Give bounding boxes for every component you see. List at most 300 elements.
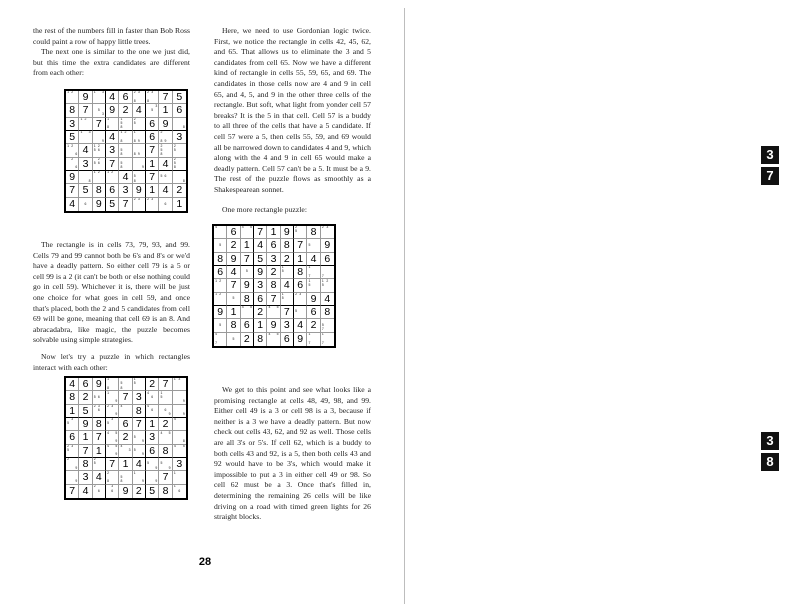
- sudoku-cell[interactable]: [241, 239, 254, 252]
- sudoku-cell[interactable]: [106, 378, 119, 391]
- sudoku-cell[interactable]: [241, 266, 254, 279]
- sudoku-cell[interactable]: [267, 226, 280, 239]
- sudoku-cell[interactable]: [173, 485, 186, 498]
- sudoku-cell[interactable]: [159, 118, 172, 131]
- sudoku-cell[interactable]: [307, 239, 320, 252]
- sudoku-cell[interactable]: [241, 226, 254, 239]
- sudoku-cell[interactable]: [79, 378, 92, 391]
- sudoku-cell[interactable]: [66, 158, 79, 171]
- sudoku-cell[interactable]: [93, 445, 106, 458]
- sudoku-cell[interactable]: [119, 378, 132, 391]
- sudoku-cell[interactable]: [214, 253, 227, 266]
- sudoku-cell[interactable]: [66, 431, 79, 444]
- sudoku-cell[interactable]: [307, 266, 320, 279]
- sudoku-cell[interactable]: [66, 418, 79, 431]
- sudoku-cell[interactable]: [159, 471, 172, 484]
- sudoku-cell[interactable]: [281, 226, 294, 239]
- sudoku-cell[interactable]: [294, 279, 307, 292]
- pencil-mark: [222, 342, 226, 346]
- sudoku-cell[interactable]: [173, 431, 186, 444]
- sudoku-cell[interactable]: [294, 293, 307, 306]
- sudoku-cell[interactable]: [79, 198, 92, 211]
- sudoku-cell-value: 8: [283, 239, 290, 252]
- sudoku-cell[interactable]: [159, 158, 172, 171]
- pencil-mark: 5: [120, 147, 123, 152]
- sudoku-cell[interactable]: [106, 198, 119, 211]
- sudoku-cell-value: 3: [135, 391, 142, 404]
- pencil-mark-group: [146, 104, 158, 116]
- pencil-mark: 1: [281, 265, 284, 270]
- sudoku-cell[interactable]: [254, 279, 267, 292]
- sudoku-cell[interactable]: [66, 471, 79, 484]
- sudoku-cell[interactable]: [79, 458, 92, 471]
- sudoku-cell[interactable]: [133, 471, 146, 484]
- sudoku-cell[interactable]: [146, 378, 159, 391]
- sudoku-cell[interactable]: [119, 418, 132, 431]
- sudoku-cell[interactable]: [133, 445, 146, 458]
- sudoku-cell[interactable]: [79, 405, 92, 418]
- sudoku-cell[interactable]: [106, 158, 119, 171]
- pencil-mark: 8: [133, 151, 136, 156]
- sudoku-cell[interactable]: [173, 391, 186, 404]
- sudoku-cell[interactable]: [281, 239, 294, 252]
- sudoku-cell[interactable]: [321, 279, 334, 292]
- sudoku-cell[interactable]: [79, 131, 92, 144]
- sudoku-cell[interactable]: [79, 118, 92, 131]
- sudoku-cell[interactable]: [159, 418, 172, 431]
- sudoku-cell[interactable]: [173, 445, 186, 458]
- sudoku-cell-value: 7: [135, 418, 142, 431]
- sudoku-cell[interactable]: [307, 226, 320, 239]
- sudoku-cell[interactable]: [214, 279, 227, 292]
- sudoku-cell[interactable]: [241, 319, 254, 332]
- sudoku-cell[interactable]: [119, 458, 132, 471]
- sudoku-cell[interactable]: [214, 226, 227, 239]
- pencil-mark: 1: [93, 170, 96, 175]
- pencil-mark: [302, 234, 306, 238]
- sudoku-cell[interactable]: [93, 431, 106, 444]
- sudoku-cell[interactable]: [79, 184, 92, 197]
- sudoku-cell[interactable]: [106, 144, 119, 157]
- sudoku-cell[interactable]: [267, 279, 280, 292]
- sudoku-cell[interactable]: [79, 445, 92, 458]
- sudoku-cell[interactable]: [294, 306, 307, 319]
- sudoku-cell[interactable]: [79, 391, 92, 404]
- pencil-mark: 9: [141, 438, 144, 443]
- sudoku-cell[interactable]: [119, 158, 132, 171]
- sudoku-cell[interactable]: [79, 485, 92, 498]
- sudoku-cell[interactable]: [146, 144, 159, 157]
- sudoku-cell[interactable]: [294, 319, 307, 332]
- sudoku-cell[interactable]: [106, 91, 119, 104]
- sudoku-cell[interactable]: [133, 131, 146, 144]
- pencil-mark: 5: [168, 431, 171, 435]
- sudoku-cell[interactable]: [267, 239, 280, 252]
- sudoku-cell[interactable]: [281, 279, 294, 292]
- sudoku-cell[interactable]: [119, 198, 132, 211]
- candidate-sudoku-grid-2[interactable]: [212, 224, 336, 348]
- sudoku-cell[interactable]: [79, 91, 92, 104]
- sudoku-cell[interactable]: [281, 319, 294, 332]
- pencil-mark: [101, 153, 105, 157]
- sudoku-cell[interactable]: [159, 171, 172, 184]
- sudoku-cell[interactable]: [214, 306, 227, 319]
- sudoku-cell[interactable]: [159, 405, 172, 418]
- sudoku-cell[interactable]: [93, 405, 106, 418]
- sudoku-cell[interactable]: [106, 184, 119, 197]
- sudoku-cell[interactable]: [227, 279, 240, 292]
- sudoku-cell[interactable]: [133, 184, 146, 197]
- sudoku-cell[interactable]: [146, 485, 159, 498]
- sudoku-cell[interactable]: [146, 118, 159, 131]
- pencil-mark: 2: [67, 457, 69, 462]
- pencil-mark: 5: [281, 296, 284, 301]
- pencil-mark-group: [173, 431, 186, 443]
- sudoku-cell-value: 8: [95, 418, 102, 431]
- sudoku-cell[interactable]: [119, 471, 132, 484]
- sudoku-cell[interactable]: [254, 333, 267, 346]
- sudoku-cell[interactable]: [133, 431, 146, 444]
- sudoku-cell-value: 7: [162, 378, 169, 391]
- sudoku-cell[interactable]: [159, 378, 172, 391]
- sudoku-cell[interactable]: [79, 144, 92, 157]
- sudoku-cell[interactable]: [93, 158, 106, 171]
- sudoku-cell[interactable]: [267, 333, 280, 346]
- pencil-mark: 5: [67, 421, 69, 426]
- sudoku-cell[interactable]: [267, 319, 280, 332]
- sudoku-cell[interactable]: [133, 391, 146, 404]
- sudoku-cell[interactable]: [146, 471, 159, 484]
- sudoku-cell[interactable]: [66, 405, 79, 418]
- sudoku-cell[interactable]: [66, 198, 79, 211]
- sudoku-cell[interactable]: [133, 104, 146, 117]
- sudoku-cell[interactable]: [106, 391, 119, 404]
- sudoku-cell[interactable]: [173, 131, 186, 144]
- sudoku-cell[interactable]: [93, 91, 106, 104]
- sudoku-cell[interactable]: [66, 144, 79, 157]
- sudoku-cell-value: 8: [257, 333, 264, 346]
- sudoku-cell[interactable]: [133, 171, 146, 184]
- sudoku-cell[interactable]: [119, 445, 132, 458]
- sudoku-cell[interactable]: [106, 104, 119, 117]
- sudoku-cell[interactable]: [321, 306, 334, 319]
- sudoku-cell[interactable]: [294, 239, 307, 252]
- sudoku-cell[interactable]: [173, 184, 186, 197]
- sudoku-cell[interactable]: [119, 431, 132, 444]
- sudoku-cell[interactable]: [93, 418, 106, 431]
- sudoku-cell[interactable]: [294, 333, 307, 346]
- sudoku-cell[interactable]: [254, 293, 267, 306]
- sudoku-cell[interactable]: [146, 405, 159, 418]
- sudoku-cell[interactable]: [227, 226, 240, 239]
- sudoku-cell[interactable]: [66, 485, 79, 498]
- sudoku-cell[interactable]: [241, 253, 254, 266]
- sudoku-cell[interactable]: [79, 171, 92, 184]
- pencil-mark: 5: [308, 242, 311, 247]
- sudoku-cell[interactable]: [267, 253, 280, 266]
- sudoku-cell[interactable]: [93, 391, 106, 404]
- sudoku-cell[interactable]: [146, 171, 159, 184]
- sudoku-cell[interactable]: [66, 445, 79, 458]
- sudoku-cell[interactable]: [307, 293, 320, 306]
- sudoku-cell[interactable]: [66, 184, 79, 197]
- sudoku-cell[interactable]: [119, 391, 132, 404]
- sudoku-cell[interactable]: [106, 485, 119, 498]
- sudoku-cell[interactable]: [159, 104, 172, 117]
- sudoku-cell[interactable]: [133, 378, 146, 391]
- sudoku-cell[interactable]: [93, 171, 106, 184]
- pencil-mark: [101, 494, 105, 498]
- sudoku-cell[interactable]: [173, 118, 186, 131]
- sudoku-cell[interactable]: [321, 319, 334, 332]
- sudoku-cell[interactable]: [159, 458, 172, 471]
- sudoku-cell[interactable]: [79, 431, 92, 444]
- sudoku-cell[interactable]: [106, 405, 119, 418]
- pencil-mark: [316, 274, 320, 278]
- pencil-mark: [154, 113, 158, 117]
- pencil-mark: 2: [97, 157, 100, 161]
- sudoku-cell-value: 8: [69, 391, 76, 404]
- sudoku-cell[interactable]: [321, 293, 334, 306]
- sudoku-cell[interactable]: [281, 306, 294, 319]
- pencil-mark-group: [146, 198, 158, 211]
- sudoku-cell[interactable]: [214, 239, 227, 252]
- sudoku-cell[interactable]: [133, 198, 146, 211]
- sudoku-cell[interactable]: [321, 239, 334, 252]
- sudoku-cell[interactable]: [173, 91, 186, 104]
- sudoku-cell[interactable]: [241, 333, 254, 346]
- sudoku-cell[interactable]: [254, 306, 267, 319]
- sudoku-cell[interactable]: [321, 266, 334, 279]
- sudoku-cell[interactable]: [79, 104, 92, 117]
- sudoku-cell[interactable]: [146, 418, 159, 431]
- sudoku-cell[interactable]: [93, 144, 106, 157]
- sudoku-cell[interactable]: [106, 418, 119, 431]
- sudoku-cell[interactable]: [173, 104, 186, 117]
- sudoku-cell[interactable]: [214, 319, 227, 332]
- sudoku-cell[interactable]: [254, 226, 267, 239]
- sudoku-cell[interactable]: [159, 391, 172, 404]
- sudoku-cell[interactable]: [146, 104, 159, 117]
- sudoku-cell[interactable]: [79, 158, 92, 171]
- pencil-mark-group: [93, 144, 105, 156]
- sudoku-cell[interactable]: [227, 306, 240, 319]
- sudoku-cell[interactable]: [254, 239, 267, 252]
- sudoku-cell[interactable]: [119, 118, 132, 131]
- sudoku-cell[interactable]: [119, 184, 132, 197]
- sudoku-cell[interactable]: [79, 471, 92, 484]
- sudoku-cell[interactable]: [119, 91, 132, 104]
- sudoku-cell[interactable]: [106, 458, 119, 471]
- pencil-mark-group: [307, 279, 319, 291]
- sudoku-cell[interactable]: [133, 91, 146, 104]
- sudoku-cell[interactable]: [214, 266, 227, 279]
- sudoku-cell[interactable]: [66, 131, 79, 144]
- pencil-mark-group: [321, 319, 334, 331]
- sudoku-cell[interactable]: [133, 405, 146, 418]
- sudoku-cell[interactable]: [321, 253, 334, 266]
- sudoku-cell[interactable]: [93, 471, 106, 484]
- sudoku-cell[interactable]: [267, 293, 280, 306]
- sudoku-cell[interactable]: [214, 293, 227, 306]
- sudoku-cell[interactable]: [159, 431, 172, 444]
- sudoku-cell[interactable]: [159, 198, 172, 211]
- sudoku-cell[interactable]: [133, 118, 146, 131]
- sudoku-cell[interactable]: [267, 306, 280, 319]
- sudoku-cell[interactable]: [307, 253, 320, 266]
- pencil-mark-group: [133, 91, 145, 103]
- sudoku-cell[interactable]: [66, 458, 79, 471]
- pencil-mark: [222, 288, 226, 292]
- sudoku-cell[interactable]: [159, 184, 172, 197]
- sudoku-cell[interactable]: [119, 405, 132, 418]
- sudoku-cell[interactable]: [173, 158, 186, 171]
- sudoku-cell[interactable]: [227, 293, 240, 306]
- sudoku-cell-value: 4: [109, 91, 116, 104]
- pencil-mark: 3: [155, 104, 158, 108]
- sudoku-cell[interactable]: [159, 131, 172, 144]
- sudoku-cell[interactable]: [93, 198, 106, 211]
- pencil-mark: [168, 440, 172, 444]
- sudoku-cell[interactable]: [133, 418, 146, 431]
- pencil-mark: 5: [245, 269, 248, 274]
- sudoku-cell[interactable]: [294, 226, 307, 239]
- sudoku-cell[interactable]: [93, 118, 106, 131]
- pencil-mark: [276, 342, 280, 346]
- sudoku-cell[interactable]: [307, 333, 320, 346]
- sudoku-cell[interactable]: [159, 445, 172, 458]
- sudoku-cell[interactable]: [79, 418, 92, 431]
- sudoku-cell[interactable]: [66, 391, 79, 404]
- sudoku-cell[interactable]: [106, 118, 119, 131]
- sudoku-cell[interactable]: [321, 333, 334, 346]
- sudoku-cell[interactable]: [119, 131, 132, 144]
- pencil-mark: 5: [182, 444, 185, 448]
- sudoku-cell[interactable]: [241, 293, 254, 306]
- sudoku-cell[interactable]: [214, 333, 227, 346]
- sudoku-cell[interactable]: [93, 458, 106, 471]
- sudoku-cell[interactable]: [281, 293, 294, 306]
- sudoku-cell[interactable]: [106, 445, 119, 458]
- pencil-mark: [236, 342, 240, 346]
- candidate-sudoku-grid-1[interactable]: [64, 89, 188, 213]
- sudoku-cell[interactable]: [146, 391, 159, 404]
- sudoku-cell[interactable]: [133, 458, 146, 471]
- sudoku-cell[interactable]: [66, 104, 79, 117]
- sudoku-cell[interactable]: [106, 431, 119, 444]
- candidate-sudoku-grid-3[interactable]: [64, 376, 188, 500]
- sudoku-cell[interactable]: [281, 266, 294, 279]
- sudoku-cell[interactable]: [159, 485, 172, 498]
- sudoku-cell[interactable]: [281, 253, 294, 266]
- sudoku-cell[interactable]: [93, 131, 106, 144]
- pencil-mark: 8: [120, 165, 123, 170]
- sudoku-cell-value: 1: [122, 458, 129, 471]
- sudoku-cell[interactable]: [93, 378, 106, 391]
- sudoku-cell[interactable]: [66, 91, 79, 104]
- pencil-mark: 2: [133, 91, 136, 95]
- sudoku-cell[interactable]: [106, 471, 119, 484]
- sudoku-cell[interactable]: [173, 378, 186, 391]
- sudoku-cell-value: 5: [149, 485, 156, 498]
- sudoku-cell[interactable]: [241, 279, 254, 292]
- sudoku-cell[interactable]: [133, 485, 146, 498]
- sudoku-cell[interactable]: [173, 418, 186, 431]
- sudoku-cell-value: 1: [257, 319, 264, 332]
- sudoku-cell[interactable]: [173, 458, 186, 471]
- sudoku-cell[interactable]: [93, 104, 106, 117]
- sudoku-cell[interactable]: [294, 266, 307, 279]
- sudoku-cell[interactable]: [159, 91, 172, 104]
- sudoku-cell[interactable]: [159, 144, 172, 157]
- sudoku-cell[interactable]: [173, 405, 186, 418]
- sudoku-cell[interactable]: [307, 319, 320, 332]
- sudoku-cell[interactable]: [173, 471, 186, 484]
- sudoku-cell[interactable]: [146, 158, 159, 171]
- sudoku-cell[interactable]: [173, 144, 186, 157]
- sudoku-cell[interactable]: [254, 266, 267, 279]
- sudoku-cell[interactable]: [173, 198, 186, 211]
- sudoku-cell[interactable]: [254, 319, 267, 332]
- sudoku-cell[interactable]: [146, 198, 159, 211]
- sudoku-cell[interactable]: [119, 485, 132, 498]
- sudoku-cell[interactable]: [106, 171, 119, 184]
- sudoku-cell[interactable]: [66, 118, 79, 131]
- sudoku-cell[interactable]: [307, 279, 320, 292]
- sudoku-cell[interactable]: [119, 144, 132, 157]
- pencil-mark: [141, 99, 145, 103]
- sudoku-cell[interactable]: [227, 319, 240, 332]
- sudoku-cell[interactable]: [254, 253, 267, 266]
- sudoku-cell[interactable]: [281, 333, 294, 346]
- sudoku-cell[interactable]: [173, 171, 186, 184]
- sudoku-cell[interactable]: [146, 91, 159, 104]
- sudoku-cell-value: 7: [162, 91, 169, 104]
- sudoku-cell[interactable]: [294, 253, 307, 266]
- pencil-mark-group: [159, 131, 171, 143]
- pencil-mark: [74, 426, 78, 430]
- pencil-mark: 4: [160, 431, 163, 435]
- sudoku-cell[interactable]: [146, 131, 159, 144]
- sudoku-cell[interactable]: [66, 171, 79, 184]
- sudoku-cell[interactable]: [106, 131, 119, 144]
- pencil-mark: 2: [147, 91, 149, 95]
- sudoku-cell[interactable]: [146, 184, 159, 197]
- sudoku-cell[interactable]: [146, 458, 159, 471]
- sudoku-cell-value: 3: [283, 319, 290, 332]
- sudoku-cell[interactable]: [227, 239, 240, 252]
- sudoku-cell[interactable]: [227, 253, 240, 266]
- sudoku-cell[interactable]: [241, 306, 254, 319]
- pencil-mark: 3: [151, 91, 154, 95]
- sudoku-cell[interactable]: [227, 266, 240, 279]
- sudoku-cell[interactable]: [146, 431, 159, 444]
- sudoku-cell[interactable]: [267, 266, 280, 279]
- sudoku-cell[interactable]: [307, 306, 320, 319]
- sudoku-cell[interactable]: [93, 184, 106, 197]
- pencil-mark-group: [173, 158, 186, 170]
- sudoku-cell[interactable]: [119, 171, 132, 184]
- sudoku-cell[interactable]: [93, 485, 106, 498]
- sudoku-cell[interactable]: [146, 445, 159, 458]
- sudoku-cell[interactable]: [66, 378, 79, 391]
- sudoku-cell[interactable]: [133, 144, 146, 157]
- sudoku-cell[interactable]: [133, 158, 146, 171]
- pencil-mark: 1: [308, 332, 311, 337]
- sudoku-cell[interactable]: [227, 333, 240, 346]
- sudoku-cell[interactable]: [119, 104, 132, 117]
- sudoku-cell[interactable]: [321, 226, 334, 239]
